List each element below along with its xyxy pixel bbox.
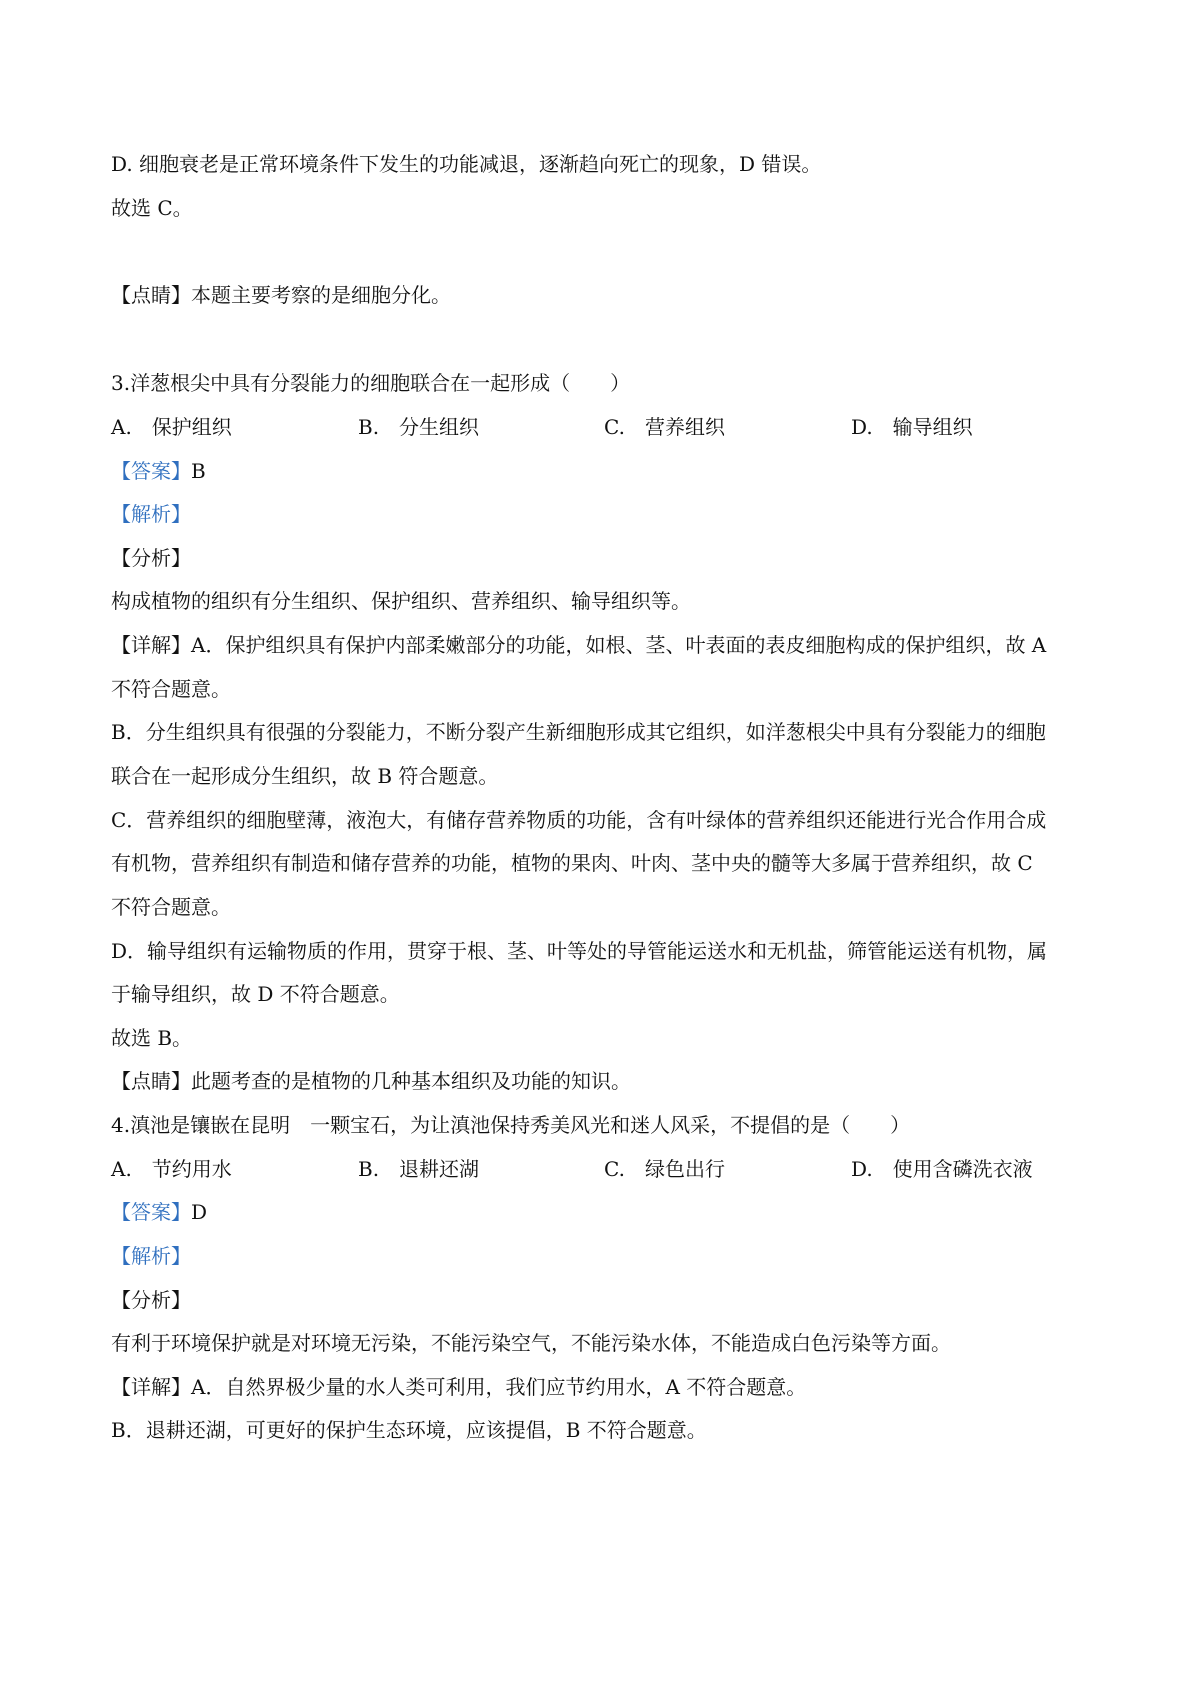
q3-detail-a-1: 【详解】A．保护组织具有保护内部柔嫩部分的功能，如根、茎、叶表面的表皮细胞构成的保护组织，故 A [111,633,1047,657]
q4-fenxi: 有利于环境保护就是对环境无污染，不能污染空气，不能污染水体，不能造成白色污染等方面。 [111,1331,951,1355]
q4-answer [111,1198,1105,1226]
q3-answer-value: B [191,459,206,483]
q3-detail-b-2: 联合在一起形成分生组织，故 B 符合题意。 [111,764,499,788]
q3-detail-c-1: C．营养组织的细胞壁薄，液泡大，有储存营养物质的功能，含有叶绿体的营养组织还能进行光合作用合成 [111,808,1047,832]
q4-detail-b: B．退耕还湖，可更好的保护生态环境，应该提倡，B 不符合题意。 [111,1418,707,1442]
q4-answer-tag: 【答案】 [111,1200,191,1224]
q3-option-a: A. 保护组织 [111,415,232,439]
q4-option-a: A. 节约用水 [111,1157,232,1181]
q3-detail-c-2: 有机物，营养组织有制造和储存营养的功能，植物的果肉、叶肉、茎中央的髓等大多属于营养组织，故 C [111,851,1033,875]
q3-stem: 3.洋葱根尖中具有分裂能力的细胞联合在一起形成（ ） [111,371,631,395]
q4-option-b: B. 退耕还湖 [358,1157,480,1181]
q2-choose-line: 故选 C。 [111,196,193,220]
q3-option-d: D. 输导组织 [851,415,973,439]
q4-fenxi-tag: 【分析】 [111,1288,191,1312]
q3-detail-a-2: 不符合题意。 [111,677,231,701]
q3-option-c: C. 营养组织 [604,415,725,439]
q3-detail-d-1: D．输导组织有运输物质的作用，贯穿于根、茎、叶等处的导管能运送水和无机盐，筛管能运送有机物，属 [111,939,1048,963]
q4-answer-value: D [191,1200,208,1224]
q4-option-d: D. 使用含磷洗衣液 [851,1157,1033,1181]
q2-dianjing: 【点睛】本题主要考察的是细胞分化。 [111,283,451,307]
q4-option-c: C. 绿色出行 [604,1157,725,1181]
q3-fenxi: 构成植物的组织有分生组织、保护组织、营养组织、输导组织等。 [111,589,691,613]
q3-detail-c-3: 不符合题意。 [111,895,231,919]
q3-answer-tag: 【答案】 [111,459,191,483]
q3-option-b: B. 分生组织 [358,415,480,439]
q2-d-explanation: D. 细胞衰老是正常环境条件下发生的功能减退，逐渐趋向死亡的现象，D 错误。 [111,152,822,176]
q4-detail-a: 【详解】A．自然界极少量的水人类可利用，我们应节约用水，A 不符合题意。 [111,1375,807,1399]
q3-fenxi-tag: 【分析】 [111,546,191,570]
q3-jiexi-tag: 【解析】 [111,502,191,526]
q3-dianjing: 【点睛】此题考查的是植物的几种基本组织及功能的知识。 [111,1069,631,1093]
q3-answer [111,457,1105,485]
q4-jiexi-tag: 【解析】 [111,1244,191,1268]
q3-choose-line: 故选 B。 [111,1026,193,1050]
q3-detail-d-2: 于输导组织，故 D 不符合题意。 [111,982,400,1006]
q3-detail-b-1: B．分生组织具有很强的分裂能力，不断分裂产生新细胞形成其它组织，如洋葱根尖中具有分裂能力的细胞 [111,720,1046,744]
q4-stem: 4.滇池是镶嵌在昆明 一颗宝石，为让滇池保持秀美风光和迷人风采，不提倡的是（ ） [111,1113,911,1137]
